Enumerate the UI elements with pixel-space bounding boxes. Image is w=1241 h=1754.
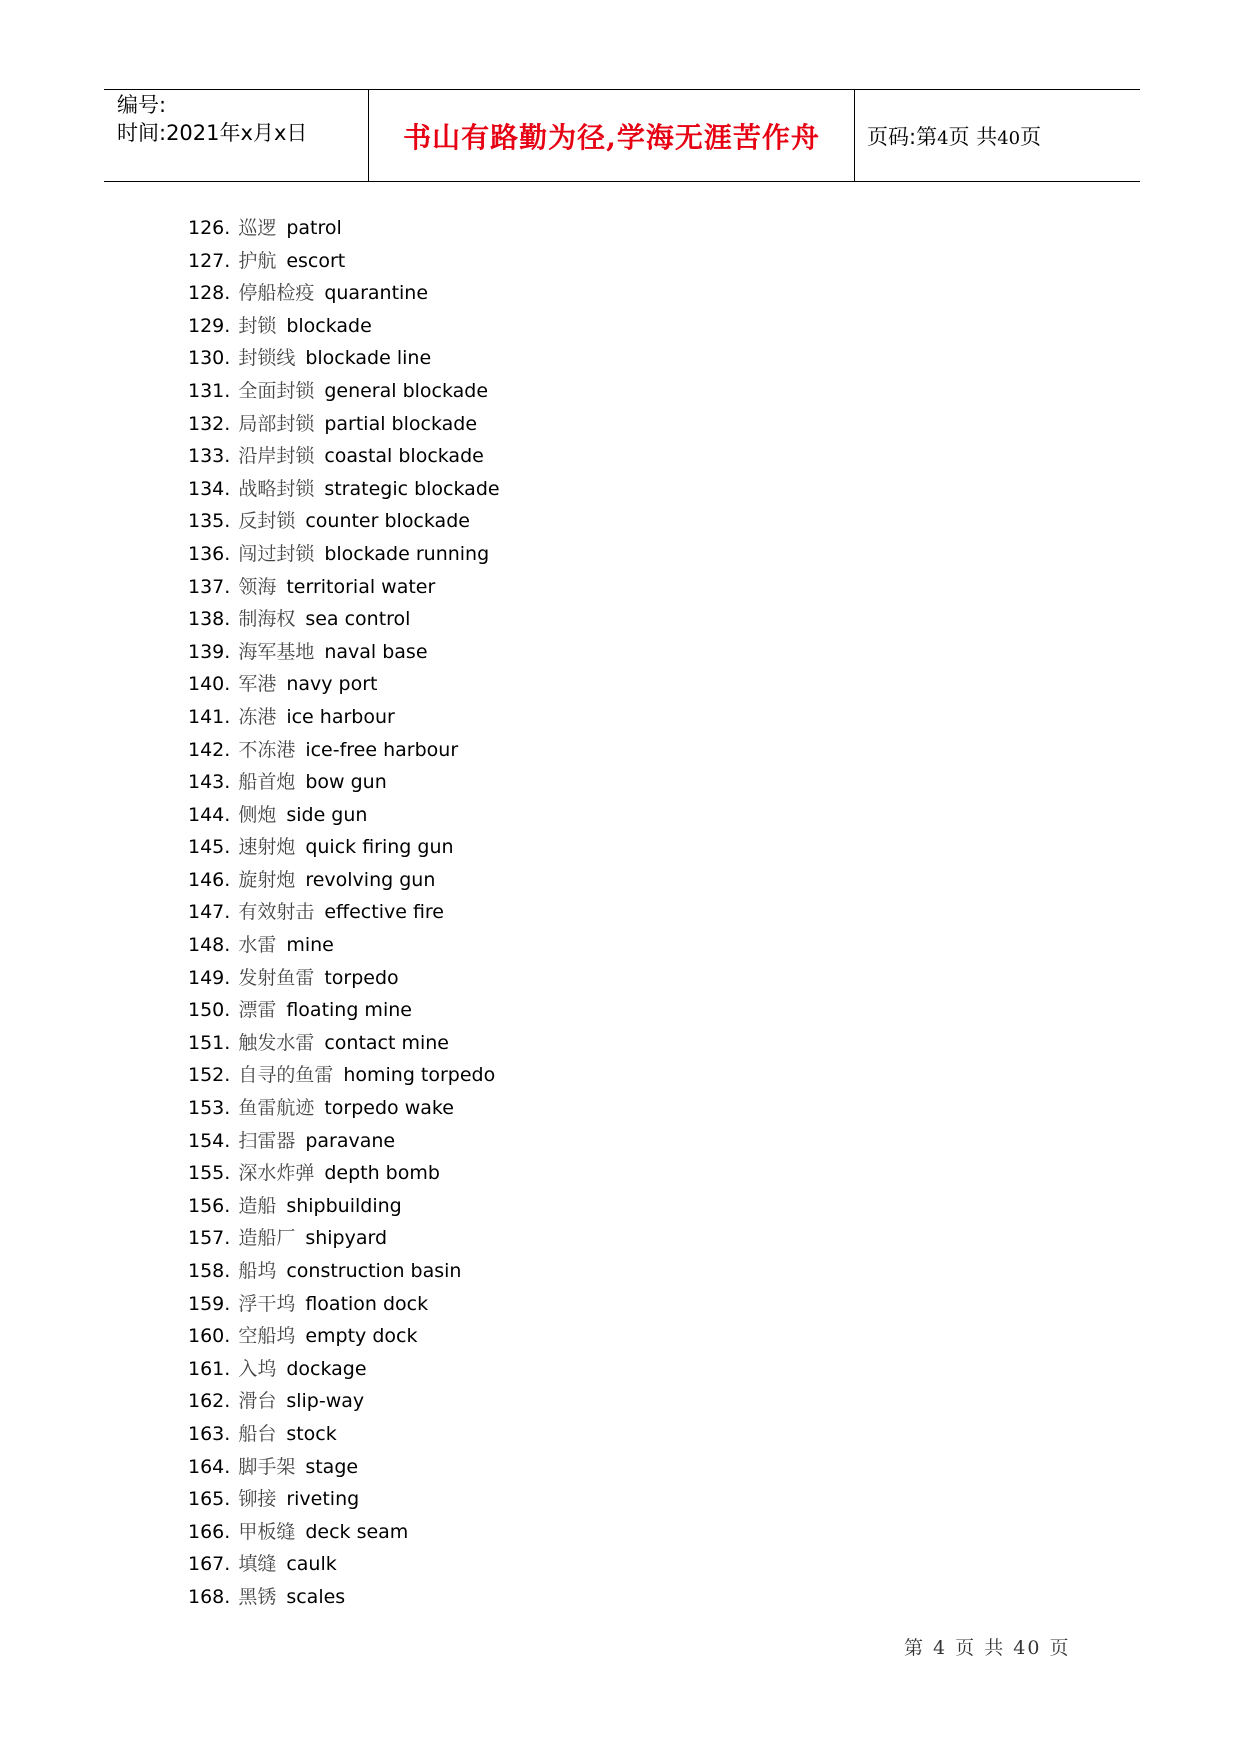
term-english: contact mine [324, 1031, 449, 1054]
term-english: blockade running [324, 542, 490, 565]
term-english: mine [286, 934, 334, 957]
list-item [188, 245, 500, 278]
term-chinese: 滑台 [238, 1390, 277, 1413]
term-chinese: 不冻港 [238, 738, 296, 761]
term-english: floation dock [305, 1292, 429, 1315]
term-number: 155. [188, 1162, 231, 1185]
page-code-suffix: 页 [1020, 124, 1042, 149]
time-label: 时间:2021年x月x日 [117, 121, 308, 145]
term-english: stage [305, 1455, 359, 1478]
term-list [188, 212, 500, 1614]
term-english: general blockade [324, 379, 489, 402]
term-chinese: 黑锈 [238, 1585, 277, 1608]
term-english: depth bomb [324, 1162, 440, 1185]
list-item [188, 1125, 500, 1158]
term-chinese: 鱼雷航迹 [238, 1097, 315, 1120]
term-chinese: 军港 [238, 673, 277, 696]
list-item [188, 1288, 500, 1321]
list-item [188, 1190, 500, 1223]
term-chinese: 空船坞 [238, 1325, 296, 1348]
term-chinese: 沿岸封锁 [238, 445, 315, 468]
term-number: 144. [188, 803, 231, 826]
term-chinese: 船台 [238, 1422, 277, 1445]
term-number: 128. [188, 282, 231, 305]
term-number: 157. [188, 1227, 231, 1250]
term-english: sea control [305, 608, 411, 631]
term-number: 142. [188, 738, 231, 761]
term-english: construction basin [286, 1260, 462, 1282]
term-english: coastal blockade [324, 445, 484, 468]
term-english: floating mine [286, 999, 412, 1022]
term-chinese: 停船检疫 [238, 282, 315, 305]
term-number: 139. [188, 640, 231, 663]
list-item [188, 1385, 500, 1418]
term-english: navy port [286, 673, 378, 696]
list-item [188, 603, 500, 636]
term-number: 147. [188, 901, 231, 924]
header-page-cell [855, 90, 1140, 181]
list-item [188, 1222, 500, 1255]
term-chinese: 扫雷器 [238, 1129, 296, 1152]
term-english: bow gun [305, 771, 387, 794]
term-chinese: 甲板缝 [238, 1520, 296, 1543]
term-number: 137. [188, 575, 231, 598]
term-number: 141. [188, 705, 231, 728]
term-number: 164. [188, 1455, 231, 1478]
term-english: strategic blockade [324, 477, 500, 500]
term-number: 146. [188, 868, 231, 891]
list-item [188, 1483, 500, 1516]
term-number: 133. [188, 445, 231, 468]
term-chinese: 速射炮 [238, 836, 296, 859]
term-number: 138. [188, 608, 231, 631]
list-item [188, 1451, 500, 1484]
term-chinese: 触发水雷 [238, 1031, 315, 1054]
term-chinese: 船坞 [238, 1260, 277, 1282]
list-item [188, 571, 500, 604]
term-english: revolving gun [305, 868, 436, 891]
term-english: naval base [324, 640, 428, 663]
term-number: 161. [188, 1357, 231, 1380]
term-number: 143. [188, 771, 231, 794]
term-english: torpedo [324, 966, 399, 989]
list-item [188, 799, 500, 832]
term-chinese: 反封锁 [238, 510, 296, 533]
list-item [188, 734, 500, 767]
term-number: 149. [188, 966, 231, 989]
list-item [188, 1320, 500, 1353]
term-number: 168. [188, 1585, 231, 1608]
term-chinese: 巡逻 [238, 217, 277, 239]
list-item [188, 212, 500, 245]
term-number: 130. [188, 347, 231, 370]
term-chinese: 封锁 [238, 314, 277, 337]
term-number: 159. [188, 1292, 231, 1315]
term-chinese: 造船厂 [238, 1227, 296, 1250]
term-number: 152. [188, 1064, 231, 1087]
list-item [188, 962, 500, 995]
term-chinese: 水雷 [238, 934, 277, 957]
term-number: 132. [188, 412, 231, 435]
term-number: 127. [188, 249, 231, 272]
term-english: counter blockade [305, 510, 470, 533]
list-item [188, 1255, 500, 1288]
term-english: empty dock [305, 1325, 418, 1348]
header-motto-cell [368, 90, 855, 181]
term-number: 131. [188, 379, 231, 402]
page-code-prefix: 页码:第 [867, 124, 938, 149]
list-item [188, 1027, 500, 1060]
term-chinese: 战略封锁 [238, 477, 315, 500]
list-item [188, 408, 500, 441]
term-chinese: 船首炮 [238, 771, 296, 794]
page-code [867, 121, 1041, 151]
serial-label: 编号: [117, 93, 167, 117]
term-chinese: 旋射炮 [238, 868, 296, 891]
list-item [188, 701, 500, 734]
list-item [188, 1059, 500, 1092]
term-chinese: 填缝 [238, 1553, 277, 1576]
term-number: 129. [188, 314, 231, 337]
term-chinese: 铆接 [238, 1488, 277, 1511]
term-english: homing torpedo [343, 1064, 496, 1087]
list-item [188, 1581, 500, 1614]
term-number: 163. [188, 1422, 231, 1445]
list-item [188, 864, 500, 897]
term-english: slip-way [286, 1390, 365, 1413]
list-item [188, 1157, 500, 1190]
term-number: 126. [188, 217, 231, 239]
term-english: escort [286, 249, 346, 272]
term-english: scales [286, 1585, 346, 1608]
term-english: ice harbour [286, 705, 395, 728]
term-number: 154. [188, 1129, 231, 1152]
page-code-number: 4 [937, 127, 949, 149]
term-chinese: 深水炸弹 [238, 1162, 315, 1185]
term-chinese: 局部封锁 [238, 412, 315, 435]
header-meta-cell [104, 90, 368, 181]
term-english: caulk [286, 1553, 337, 1576]
term-number: 167. [188, 1553, 231, 1576]
list-item [188, 1516, 500, 1549]
list-item [188, 375, 500, 408]
term-english: blockade [286, 314, 372, 337]
list-item [188, 538, 500, 571]
term-chinese: 自寻的鱼雷 [238, 1064, 334, 1087]
list-item [188, 929, 500, 962]
page-code-mid: 页 共 [948, 124, 998, 149]
list-item [188, 277, 500, 310]
term-chinese: 发射鱼雷 [238, 966, 315, 989]
term-chinese: 浮干坞 [238, 1292, 296, 1315]
term-number: 162. [188, 1390, 231, 1413]
term-english: torpedo wake [324, 1097, 454, 1120]
term-english: deck seam [305, 1520, 409, 1543]
term-chinese: 漂雷 [238, 999, 277, 1022]
term-number: 153. [188, 1097, 231, 1120]
page-footer: 第 4 页 共 40 页 [904, 1637, 1071, 1659]
term-english: effective fire [324, 901, 444, 924]
list-item [188, 473, 500, 506]
list-item [188, 636, 500, 669]
term-english: quick firing gun [305, 836, 454, 859]
term-chinese: 制海权 [238, 608, 296, 631]
list-item [188, 1548, 500, 1581]
term-number: 151. [188, 1031, 231, 1054]
term-english: shipbuilding [286, 1194, 402, 1217]
term-english: blockade line [305, 347, 432, 370]
page-header [104, 89, 1140, 182]
term-chinese: 冻港 [238, 705, 277, 728]
motto-text: 书山有路勤为径,学海无涯苦作舟 [403, 120, 820, 154]
term-chinese: 封锁线 [238, 347, 296, 370]
list-item [188, 440, 500, 473]
term-chinese: 入坞 [238, 1357, 277, 1380]
term-english: riveting [286, 1488, 360, 1511]
list-item [188, 1353, 500, 1386]
list-item [188, 896, 500, 929]
term-english: side gun [286, 803, 368, 826]
term-number: 156. [188, 1194, 231, 1217]
term-number: 134. [188, 477, 231, 500]
list-item [188, 668, 500, 701]
term-english: territorial water [286, 575, 436, 598]
page-code-total: 40 [997, 127, 1021, 149]
list-item [188, 505, 500, 538]
term-chinese: 有效射击 [238, 901, 315, 924]
list-item [188, 1418, 500, 1451]
term-number: 148. [188, 934, 231, 957]
list-item [188, 1092, 500, 1125]
list-item [188, 994, 500, 1027]
term-chinese: 领海 [238, 575, 277, 598]
term-chinese: 侧炮 [238, 803, 277, 826]
term-number: 140. [188, 673, 231, 696]
term-number: 145. [188, 836, 231, 859]
term-english: partial blockade [324, 412, 478, 435]
term-chinese: 闯过封锁 [238, 542, 315, 565]
term-english: patrol [286, 217, 342, 239]
list-item [188, 310, 500, 343]
term-number: 165. [188, 1488, 231, 1511]
list-item [188, 342, 500, 375]
list-item [188, 831, 500, 864]
term-english: paravane [305, 1129, 396, 1152]
term-chinese: 脚手架 [238, 1455, 296, 1478]
term-number: 136. [188, 542, 231, 565]
term-chinese: 护航 [238, 249, 277, 272]
term-number: 166. [188, 1520, 231, 1543]
term-number: 150. [188, 999, 231, 1022]
term-english: stock [286, 1422, 337, 1445]
term-number: 135. [188, 510, 231, 533]
term-english: dockage [286, 1357, 367, 1380]
term-english: quarantine [324, 282, 429, 305]
term-english: ice-free harbour [305, 738, 459, 761]
term-chinese: 全面封锁 [238, 379, 315, 402]
list-item [188, 766, 500, 799]
term-number: 160. [188, 1325, 231, 1348]
term-number: 158. [188, 1260, 231, 1282]
term-english: shipyard [305, 1227, 388, 1250]
term-chinese: 海军基地 [238, 640, 315, 663]
term-chinese: 造船 [238, 1194, 277, 1217]
